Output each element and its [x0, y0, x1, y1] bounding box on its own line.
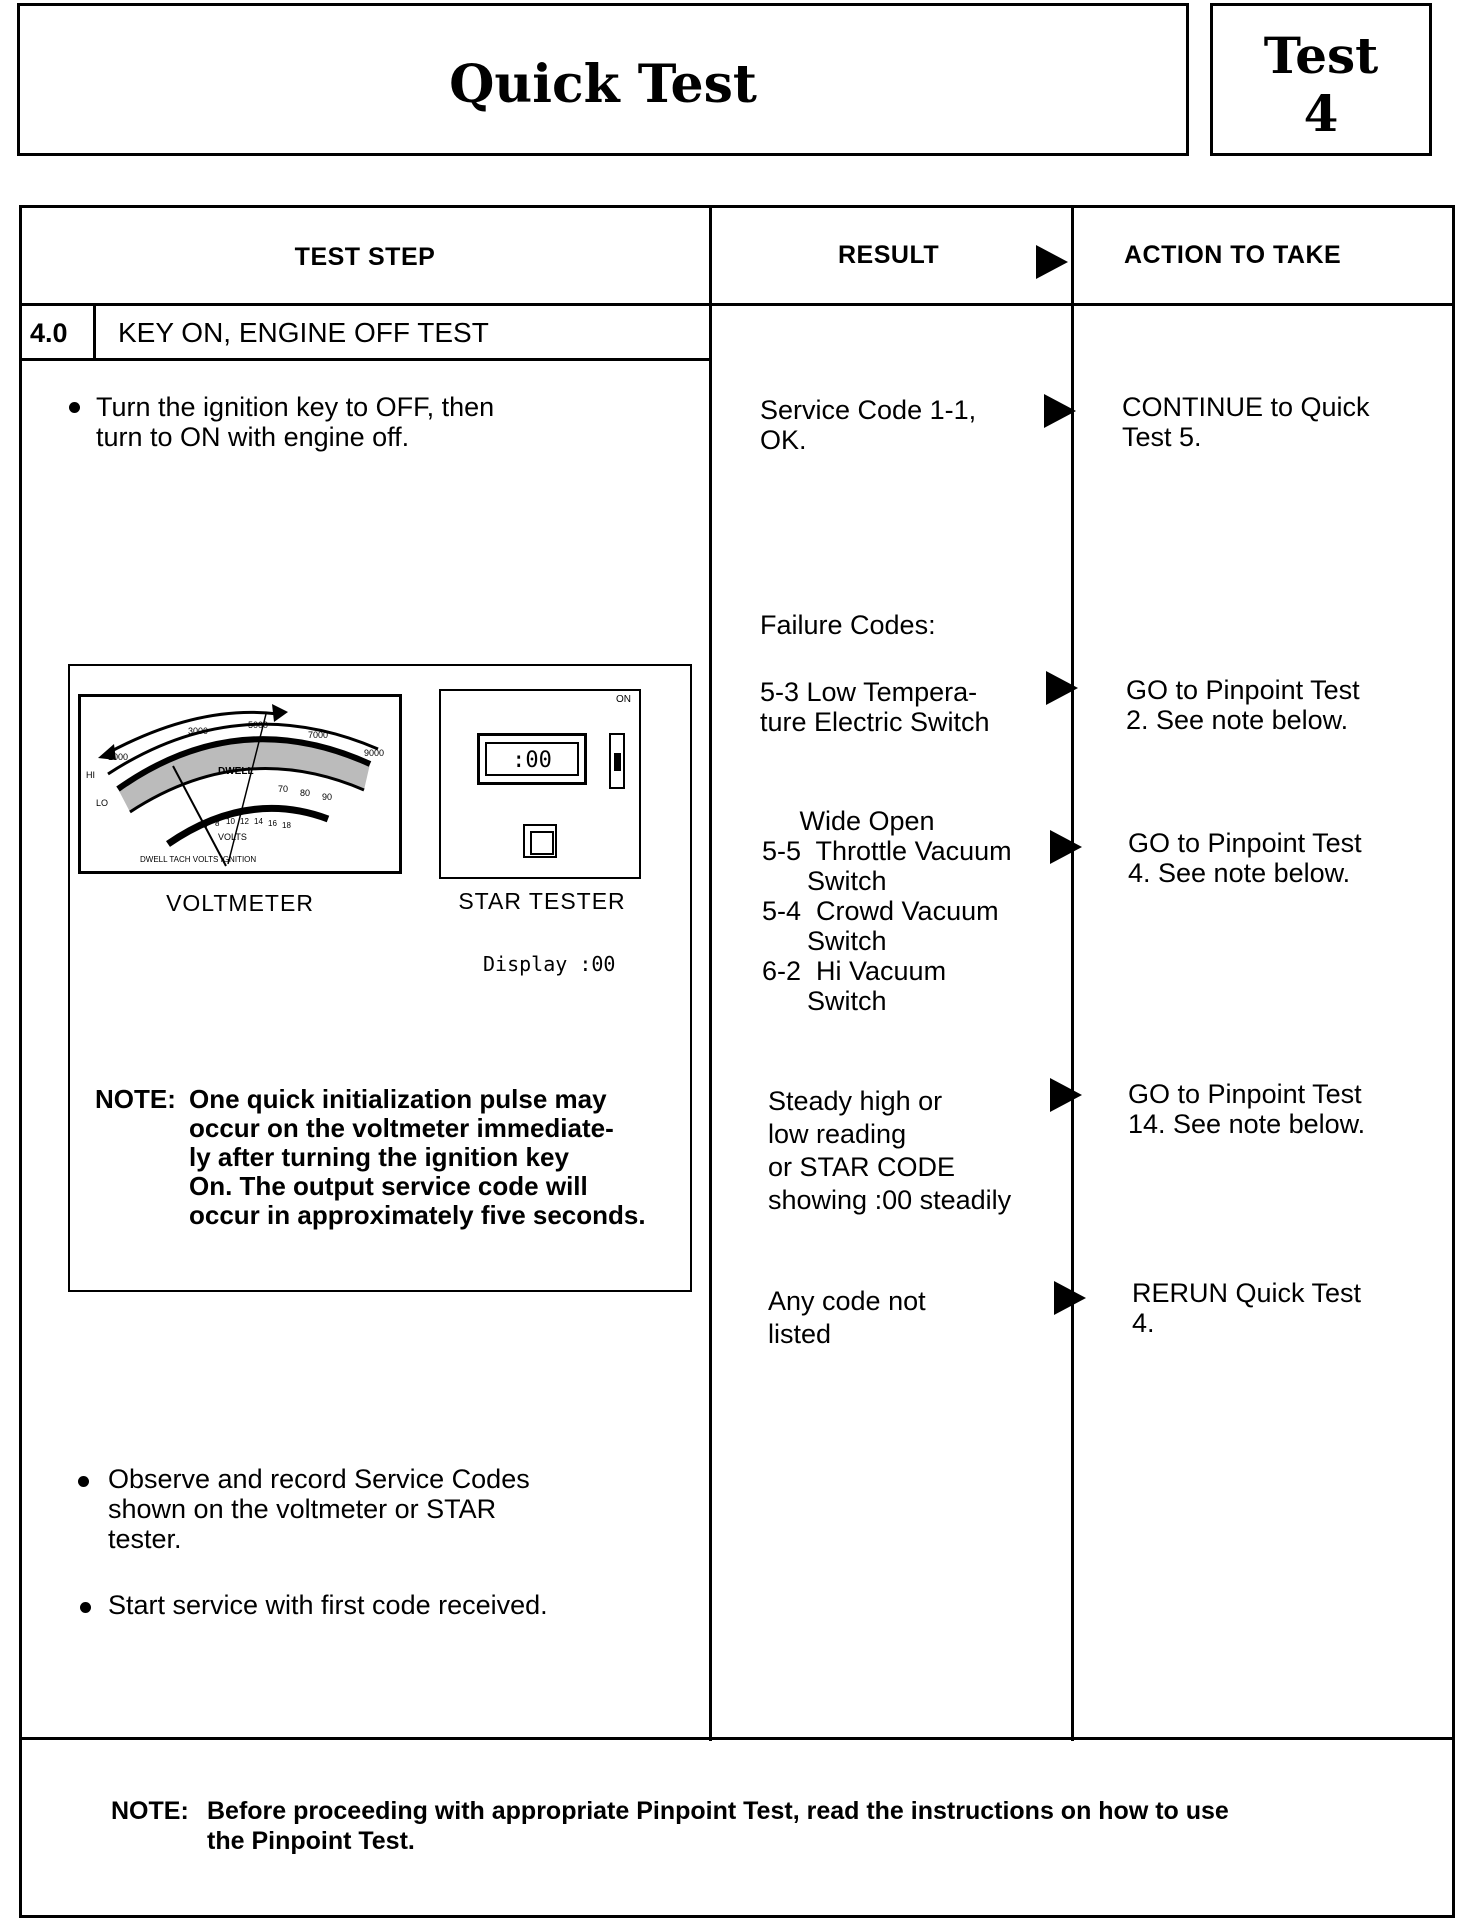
- col-header-test-step: TEST STEP: [294, 243, 436, 271]
- title-box: [17, 3, 1189, 156]
- volts-18: 18: [282, 821, 291, 830]
- star-on-label: ON: [616, 694, 631, 705]
- star-tester-label: STAR TESTER: [458, 888, 626, 914]
- volts-6: 6: [203, 821, 208, 830]
- action-3: GO to Pinpoint Test 4. See note below.: [1128, 828, 1362, 888]
- step-instruction-3: Start service with first code received.: [108, 1590, 548, 1620]
- action-5: RERUN Quick Test 4.: [1132, 1278, 1362, 1338]
- display-caption: Display :00: [483, 952, 616, 976]
- bullet-icon: [80, 1602, 91, 1613]
- col-divider-2: [1071, 205, 1074, 1741]
- test-label: Test: [1263, 26, 1379, 85]
- test-number-box: [1210, 3, 1432, 156]
- result-4: Steady high or low reading or STAR CODE showing :00 steadily: [768, 1086, 1012, 1215]
- dwell-90: 90: [322, 792, 333, 802]
- voltmeter-dial: [78, 694, 402, 874]
- rpm-7000: 7000: [308, 730, 329, 740]
- result-arrow-icon: [1044, 394, 1076, 428]
- dial-hi: HI: [86, 770, 95, 780]
- col-header-result: RESULT: [838, 241, 940, 269]
- bullet-icon: [78, 1476, 89, 1487]
- result-2: 5-3 Low Tempera- ture Electric Switch: [760, 677, 990, 737]
- volts-8: 8: [215, 819, 220, 828]
- col-header-action: ACTION TO TAKE: [1124, 241, 1342, 269]
- star-display-inner: :00: [485, 742, 579, 776]
- header-arrow-icon: [1036, 245, 1068, 279]
- star-display: [477, 733, 587, 785]
- result-1: Service Code 1-1, OK.: [760, 395, 977, 455]
- figure-note-prefix: NOTE:: [95, 1084, 176, 1114]
- volts-10: 10: [226, 817, 235, 826]
- step-number-divider: [93, 303, 96, 359]
- volts-12: 12: [240, 817, 249, 826]
- failure-codes-heading: Failure Codes:: [760, 610, 936, 640]
- page-title: Quick Test: [449, 54, 757, 115]
- result-arrow-icon: [1054, 1281, 1086, 1315]
- dial-dwell: DWELL: [218, 766, 254, 777]
- action-4: GO to Pinpoint Test 14. See note below.: [1128, 1079, 1366, 1139]
- voltmeter-label: VOLTMETER: [166, 890, 314, 916]
- dwell-70: 70: [278, 784, 289, 794]
- star-toggle-switch: [609, 733, 625, 789]
- dial-volts: VOLTS: [218, 832, 247, 842]
- star-tester: [439, 689, 641, 879]
- footer-rule: [19, 1737, 1455, 1740]
- test-number: 4: [1303, 84, 1339, 143]
- header-rule: [19, 303, 1455, 306]
- volts-16: 16: [268, 819, 277, 828]
- footer-note: Before proceeding with appropriate Pinpoint Test, read the instructions on how to use the Pinpoint Test.: [207, 1797, 1229, 1855]
- action-1: CONTINUE to Quick Test 5.: [1122, 392, 1370, 452]
- result-arrow-icon: [1050, 830, 1082, 864]
- volts-14: 14: [254, 817, 263, 826]
- dwell-80: 80: [300, 788, 311, 798]
- result-arrow-icon: [1050, 1078, 1082, 1112]
- rpm-9000: 9000: [364, 748, 385, 758]
- result-3: Wide Open 5-5 Throttle Vacuum Switch 5-4 Crowd Vacuum Switch 6-2 Hi Vacuum Switch: [762, 806, 1012, 1016]
- star-button: [523, 824, 557, 858]
- footer-note-prefix: NOTE:: [111, 1797, 189, 1825]
- result-5: Any code not listed: [768, 1286, 926, 1349]
- rpm-3000: 3000: [188, 726, 209, 736]
- rpm-5000: 5000: [248, 720, 269, 730]
- bullet-icon: [69, 402, 80, 413]
- dial-footer: DWELL TACH VOLTS IGNITION: [140, 855, 257, 864]
- step-instruction-2: Observe and record Service Codes shown on the voltmeter or STAR tester.: [108, 1464, 530, 1554]
- col-divider-1: [709, 205, 712, 1741]
- result-arrow-icon: [1046, 671, 1078, 705]
- step-instruction-1: Turn the ignition key to OFF, then turn to ON with engine off.: [96, 392, 495, 452]
- dial-lo: LO: [96, 798, 109, 808]
- step-row-rule: [19, 358, 711, 361]
- step-name: KEY ON, ENGINE OFF TEST: [118, 317, 489, 348]
- step-number: 4.0: [30, 318, 68, 348]
- action-2: GO to Pinpoint Test 2. See note below.: [1126, 675, 1360, 735]
- figure-note: One quick initialization pulse may occur on the voltmeter immediate- ly after turning the ignition key On. The output service code will occur in approximately five seconds.: [189, 1084, 646, 1230]
- rpm-1000: 1000: [108, 752, 129, 762]
